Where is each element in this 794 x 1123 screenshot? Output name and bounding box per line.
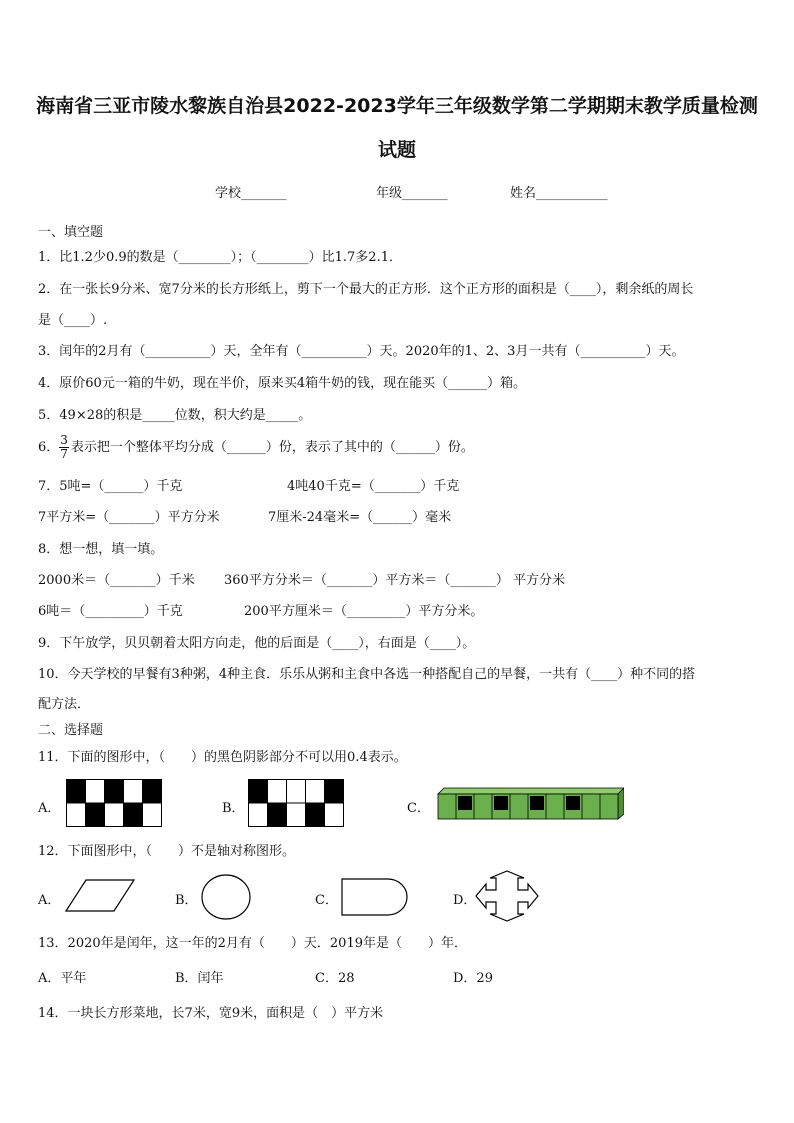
grade-field[interactable]: 年级_______: [376, 186, 448, 201]
q12-option-b-label: B．: [175, 893, 198, 908]
q11-option-c-label: C．: [407, 801, 430, 816]
question-10-line-1: 10．今天学校的早餐有3种粥，4种主食．乐乐从粥和主食中各选一种搭配自己的早餐，一共有（____）种不同的搭: [38, 667, 696, 682]
shaded-cell: [494, 796, 508, 810]
page-title: [20, 84, 774, 172]
school-field[interactable]: 学校_______: [215, 186, 287, 201]
question-8: 8．想一想，填一填。: [38, 542, 164, 557]
question-8d: 200平方厘米＝（_________）平方分米。: [244, 604, 484, 619]
shaded-cell: [67, 780, 86, 804]
shaded-cell: [143, 780, 162, 804]
question-8c: 6吨＝（_________）千克: [38, 604, 183, 619]
q13-option-d: D．29: [453, 971, 493, 986]
question-14: 14．一块长方形菜地，长7米，宽9米，面积是（ ）平方米: [38, 1006, 384, 1021]
question-2-line-1: 2．在一张长9分米、宽7分米的长方形纸上，剪下一个最大的正方形．这个正方形的面积是（____），剩余纸的周长: [38, 282, 694, 297]
q12-circle-figure: [200, 873, 252, 921]
question-9: 9．下午放学，贝贝朝着太阳方向走，他的后面是（____），右面是（____）。: [38, 636, 476, 651]
question-7a: 7．5吨=（______）千克: [38, 479, 183, 494]
question-6: [38, 434, 474, 461]
question-5: 5．49×28的积是_____位数，积大约是_____。: [38, 408, 312, 423]
question-2-line-2: 是（____）.: [38, 313, 108, 328]
question-7c: 7平方米=（_______）平方分米: [38, 510, 220, 525]
question-13: 13．2020年是闰年，这一年的2月有（ ）天．2019年是（ ）年．: [38, 936, 467, 951]
q12-arrow-cross-figure: [474, 870, 540, 922]
question-8b: 360平方分米＝（_______）平方米＝（_______） 平方分米: [224, 573, 565, 588]
question-6-number: 6．: [38, 440, 60, 455]
q13-option-c: C．28: [315, 971, 355, 986]
q11-figure-c: [434, 786, 624, 820]
fraction-denominator: 7: [60, 447, 68, 461]
shaded-cell: [306, 803, 325, 827]
shaded-cell: [325, 780, 344, 804]
shaded-cell: [458, 796, 472, 810]
fraction: [59, 434, 69, 461]
shaded-cell: [86, 803, 105, 827]
shaded-cell: [566, 796, 580, 810]
question-11: 11．下面的图形中，（ ）的黑色阴影部分不可以用0.4表示。: [38, 750, 407, 765]
q12-rounded-shape-figure: [340, 877, 410, 917]
title-line-1: 海南省三亚市陵水黎族自治县2022-2023学年三年级数学第二学期期末教学质量检测: [36, 95, 758, 117]
question-12: 12．下面图形中，（ ）不是轴对称图形。: [38, 844, 296, 859]
section-fill-heading: 一、填空题: [38, 225, 104, 240]
q12-option-d-label: D．: [453, 893, 477, 908]
question-4: 4．原价60元一箱的牛奶，现在半价，原来买4箱牛奶的钱，现在能买（______）箱。: [38, 376, 527, 391]
question-7d: 7厘米-24毫米=（______）毫米: [268, 510, 452, 525]
title-line-2: 试题: [377, 139, 416, 161]
shaded-cell: [105, 780, 124, 804]
q11-option-a-label: A．: [38, 801, 61, 816]
q11-figure-b: [248, 779, 344, 827]
q13-option-b: B．闰年: [175, 971, 224, 986]
shaded-cell: [249, 780, 268, 804]
q12-parallelogram-figure: [64, 878, 136, 914]
question-1: 1．比1.2少0.9的数是（________）；（________）比1.7多2.1．: [38, 250, 402, 265]
name-field[interactable]: 姓名___________: [510, 186, 608, 201]
section-choice-heading: 二、选择题: [38, 723, 104, 738]
shaded-cell: [268, 803, 287, 827]
shaded-cell: [530, 796, 544, 810]
q11-option-b-label: B．: [222, 801, 245, 816]
question-6-text: 表示把一个整体平均分成（______）份，表示了其中的（______）份。: [70, 440, 474, 455]
q12-option-c-label: C．: [315, 893, 338, 908]
q12-option-a-label: A．: [38, 893, 61, 908]
shaded-cell: [124, 803, 143, 827]
q13-option-a: A．平年: [38, 971, 87, 986]
q11-figure-a: [66, 779, 162, 827]
question-3: 3．闰年的2月有（__________）天，全年有（__________）天。2020年的1、2、3月一共有（__________）天。: [38, 344, 685, 359]
question-7b: 4吨40千克=（_______）千克: [287, 479, 460, 494]
fraction-numerator: 3: [60, 433, 68, 447]
question-8a: 2000米＝（_______）千米: [38, 573, 195, 588]
question-10-line-2: 配方法．: [38, 697, 91, 712]
